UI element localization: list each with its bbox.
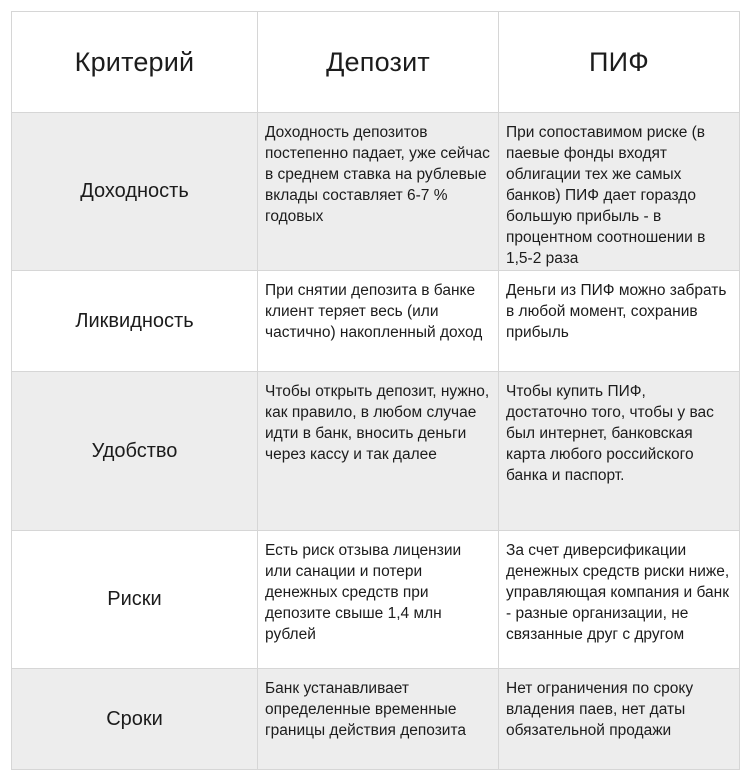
- header-row: [12, 12, 740, 113]
- fund-cell: При сопоставимом риске (в паевые фонды входят облигации тех же самых банков) ПИФ дает гораздо большую прибыль - в процентном соотношении в 1,5-2 раза: [499, 113, 740, 271]
- table-row: [12, 113, 740, 271]
- header-deposit: Депозит: [258, 12, 499, 113]
- deposit-cell: Чтобы открыть депозит, нужно, как правило, в любом случае идти в банк, вносить деньги через кассу и так далее: [258, 372, 499, 531]
- deposit-cell: Банк устанавливает определенные временные границы действия депозита: [258, 669, 499, 770]
- deposit-cell: Доходность депозитов постепенно падает, уже сейчас в среднем ставка на рублевые вклады составляет 6-7 % годовых: [258, 113, 499, 271]
- fund-cell: За счет диверсификации денежных средств риски ниже, управляющая компания и банк - разные организации, не связанные друг с другом: [499, 531, 740, 669]
- header-fund: ПИФ: [499, 12, 740, 113]
- criterion-cell: Удобство: [12, 372, 258, 531]
- table-row: [12, 372, 740, 531]
- criterion-cell: Ликвидность: [12, 271, 258, 372]
- comparison-table-container: [11, 11, 739, 768]
- criterion-cell: Сроки: [12, 669, 258, 770]
- header-criterion: Критерий: [12, 12, 258, 113]
- table-row: [12, 669, 740, 770]
- table-row: [12, 271, 740, 372]
- deposit-cell: При снятии депозита в банке клиент теряет весь (или частично) накопленный доход: [258, 271, 499, 372]
- fund-cell: Деньги из ПИФ можно забрать в любой момент, сохранив прибыль: [499, 271, 740, 372]
- criterion-cell: Доходность: [12, 113, 258, 271]
- comparison-table: [11, 11, 740, 770]
- criterion-cell: Риски: [12, 531, 258, 669]
- fund-cell: Нет ограничения по сроку владения паев, нет даты обязательной продажи: [499, 669, 740, 770]
- table-row: [12, 531, 740, 669]
- deposit-cell: Есть риск отзыва лицензии или санации и потери денежных средств при депозите свыше 1,4 млн рублей: [258, 531, 499, 669]
- fund-cell: Чтобы купить ПИФ, достаточно того, чтобы у вас был интернет, банковская карта любого российского банка и паспорт.: [499, 372, 740, 531]
